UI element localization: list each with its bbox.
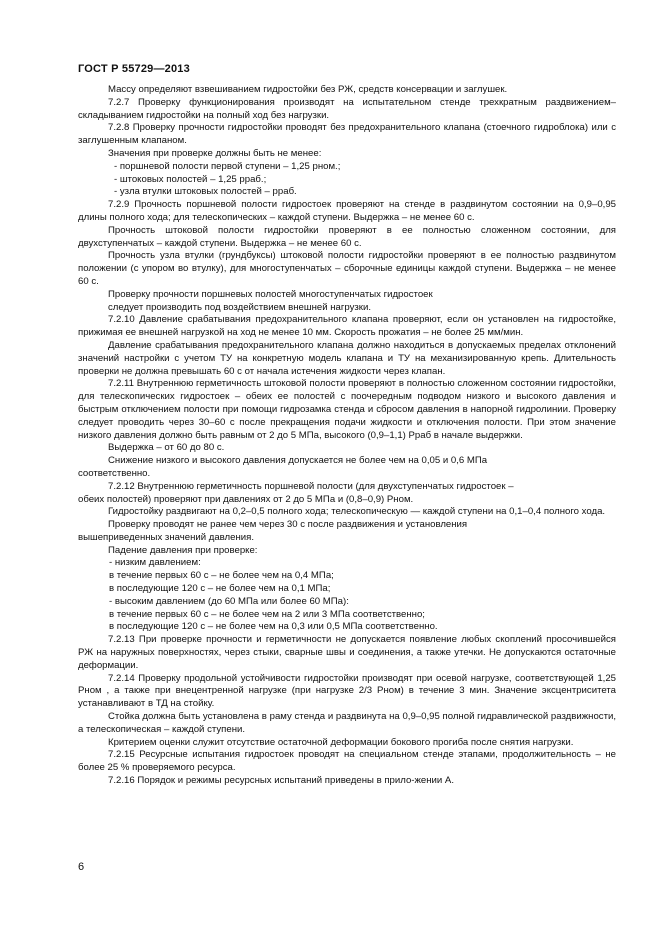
- paragraph: 7.2.10 Давление срабатывания предохранительного клапана проверяют, если он установлен на гидростойке, прижимая ее внешней нагрузкой на ход не менее 10 мм. Скорость прожатия – не более 25 мм/мин.: [78, 314, 616, 339]
- paragraph: Давление срабатывания предохранительного клапана должно находиться в допускаемых пределах отклонений значений настройки с учетом ТУ на конкретную модель клапана и ТУ на механизированную крепь. Длительность проверки не должна превышать 60 с от начала истечения жидкости через клапан.: [78, 339, 616, 377]
- paragraph: Падение давления при проверке:: [108, 544, 258, 556]
- paragraph: 7.2.7 Проверку функционирования производят на испытательном стенде трехкратным раздвижением–складыванием гидростойки на полный ход без нагрузки.: [78, 96, 616, 121]
- list-item: в последующие 120 с – не более чем на 0,1 МПа;: [109, 583, 331, 595]
- list-item: в последующие 120 с – не более чем на 0,3 или 0,5 МПа соответственно.: [109, 621, 438, 633]
- document-header: ГОСТ Р 55729—2013: [78, 63, 190, 75]
- paragraph: 7.2.8 Проверку прочности гидростойки проводят без предохранительного клапана (стоечного гидроблока) или с заглушенным клапаном.: [78, 122, 616, 147]
- paragraph: Прочность штоковой полости гидростойки проверяют в ее полностью сложенном состоянии, для двухступенчатых – каждой ступени. Выдержка – не менее 60 с.: [78, 224, 616, 249]
- paragraph: Значения при проверке должны быть не менее:: [108, 147, 322, 159]
- paragraph: обеих полостей) проверяют при давлениях от 2 до 5 МПа и (0,8–0,9) Pном.: [78, 493, 414, 505]
- paragraph: Массу определяют взвешиванием гидростойки без РЖ, средств консервации и заглушек.: [108, 84, 508, 95]
- paragraph: следует производить под воздействием внешней нагрузки.: [108, 301, 372, 313]
- paragraph: вышеприведенных значений давления.: [78, 531, 255, 543]
- list-item: - низким давлением:: [109, 557, 201, 569]
- paragraph: Критерием оценки служит отсутствие остаточной деформации бокового прогиба после снятия нагрузки.: [108, 736, 574, 748]
- paragraph: 7.2.9 Прочность поршневой полости гидростоек проверяют на стенде в раздвинутом состоянии на 0,9–0,95 длины полного хода; для телескопических – каждой ступени. Выдержка – не менее 60 с.: [78, 199, 616, 223]
- list-item: - штоковых полостей – 1,25 pраб.;: [114, 173, 267, 185]
- paragraph: Проверку прочности поршневых полостей многоступенчатых гидростоек: [108, 288, 433, 300]
- paragraph: Выдержка – от 60 до 80 с.: [108, 442, 225, 454]
- paragraph: Снижение низкого и высокого давления допускается не более чем на 0,05 и 0,6 МПа: [108, 455, 488, 467]
- paragraph: 7.2.16 Порядок и режимы ресурсных испытаний приведены в прило-жении А.: [108, 775, 454, 787]
- paragraph: Стойка должна быть установлена в раму стенда и раздвинута на 0,9–0,95 полной гидравлической раздвижности, а телескопическая – каждой ступени.: [78, 711, 616, 735]
- paragraph: соответственно.: [78, 467, 151, 479]
- paragraph: 7.2.14 Проверку продольной устойчивости гидростойки производят при осевой нагрузке, соответствующей 1,25 Pном , а также при внецентренной нагрузке (при нагрузке 2/3 Pном) в течение 3 мин. Значение эксцентриситета устанавливают в ТД на стойку.: [78, 672, 616, 710]
- paragraph: 7.2.15 Ресурсные испытания гидростоек проводят на специальном стенде этапами, продолжительность – не более 25 % проверяемого ресурса.: [78, 749, 616, 774]
- page-number: 6: [78, 861, 85, 873]
- paragraph: Прочность узла втулки (грундбуксы) штоковой полости гидростойки проверяют в ее полностью раздвинутом положении (с упором во втулку), для многоступенчатых – сборочные единицы каждой ступени. Выдержка – не менее 60 с.: [78, 250, 616, 287]
- paragraph: 7.2.13 При проверке прочности и герметичности не допускается появление любых скоплений просочившейся РЖ на наружных поверхностях, через стыки, сварные швы и соединения, а также утечки. Не допускаются остаточные деформации.: [78, 634, 616, 671]
- paragraph: 7.2.11 Внутреннюю герметичность штоковой полости проверяют в полностью сложенном состоянии гидростойки, для телескопических гидростоек – обеих ее полостей с поочередным подводом низкого и высокого давления и быстрым отключением полости при помощи гидрозамка стенда и сбросом давления в напорной гидролинии. Проверку следует проводить через 30–60 с после прекращения подачи жидкости и отключения полости. При этом значение низкого давления должно быть равным от 2 до 5 МПа, высокого (0,9–1,1) Pраб в начале выдержки.: [78, 378, 616, 441]
- paragraph: Проверку проводят не ранее чем через 30 с после раздвижения и установления: [108, 519, 468, 531]
- list-item: - поршневой полости первой ступени – 1,25 pном.;: [114, 160, 341, 172]
- list-item: в течение первых 60 с – не более чем на 0,4 МПа;: [109, 570, 334, 582]
- list-item: - высоким давлением (до 60 МПа или более 60 МПа):: [109, 595, 349, 607]
- document-body: [78, 84, 616, 788]
- paragraph: Гидростойку раздвигают на 0,2–0,5 полного хода; телескопическую — каждой ступени на 0,1–0,4 полного хода.: [108, 506, 606, 518]
- paragraph: 7.2.12 Внутреннюю герметичность поршневой полости (для двухступенчатых гидростоек –: [108, 480, 514, 492]
- list-item: - узла втулки штоковых полостей – pраб.: [114, 186, 297, 198]
- list-item: в течение первых 60 с – не более чем на 2 или 3 МПа соответственно;: [109, 608, 425, 620]
